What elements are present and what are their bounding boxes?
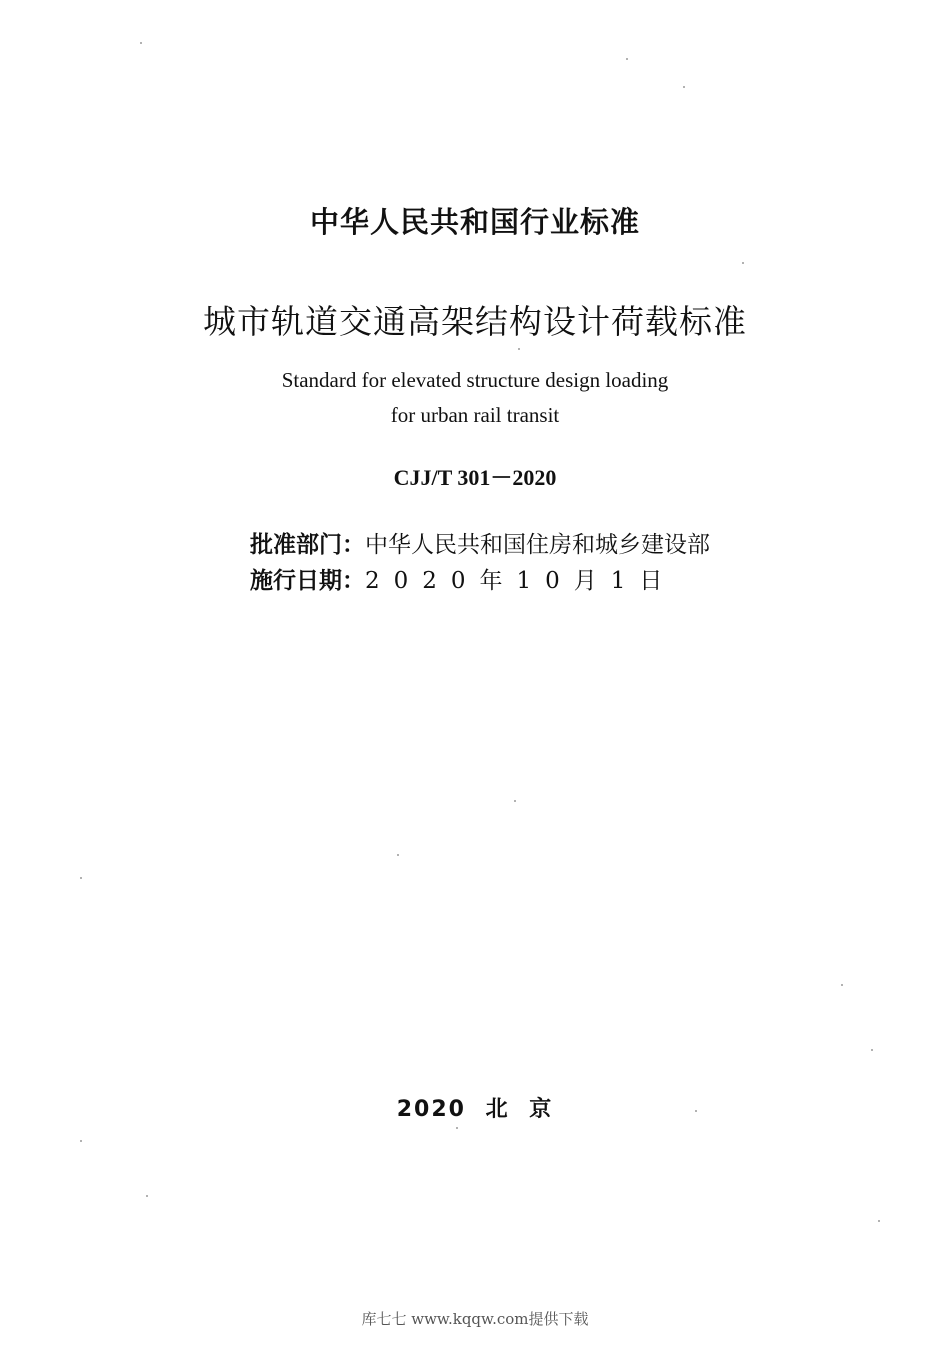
document-title-chinese: 城市轨道交通高架结构设计荷载标准: [203, 302, 747, 341]
scan-speck: [626, 58, 628, 60]
scan-speck: [456, 1127, 458, 1129]
scan-speck: [878, 1220, 880, 1222]
document-title-english-line2: for urban rail transit: [390, 403, 560, 427]
scan-speck: [146, 1195, 148, 1197]
standard-category: 中华人民共和国行业标准: [309, 205, 640, 239]
approval-label: 批准部门：: [250, 532, 365, 558]
scan-speck: [683, 86, 685, 88]
scan-speck: [80, 1140, 82, 1142]
document-title-english-line1: Standard for elevated structure design loading: [281, 368, 669, 392]
scan-speck: [742, 262, 744, 264]
publication-imprint: 2020 北 京: [396, 1097, 554, 1122]
scan-speck: [871, 1049, 873, 1051]
approval-value: 中华人民共和国住房和城乡建设部: [365, 532, 710, 558]
approval-department-row: [250, 526, 710, 559]
scan-speck: [140, 42, 142, 44]
effective-date-row: [250, 562, 676, 595]
scan-speck: [397, 854, 399, 856]
download-source-footer: 库七七 www.kqqw.com提供下载: [361, 1310, 589, 1328]
scan-speck: [80, 877, 82, 879]
effective-date-value: 2020年10月1日: [365, 568, 677, 594]
scan-speck: [841, 984, 843, 986]
scan-speck: [518, 348, 520, 350]
standard-code: CJJ/T 301－2020: [393, 465, 557, 490]
effective-date-label: 施行日期：: [250, 568, 365, 594]
scan-speck: [514, 800, 516, 802]
